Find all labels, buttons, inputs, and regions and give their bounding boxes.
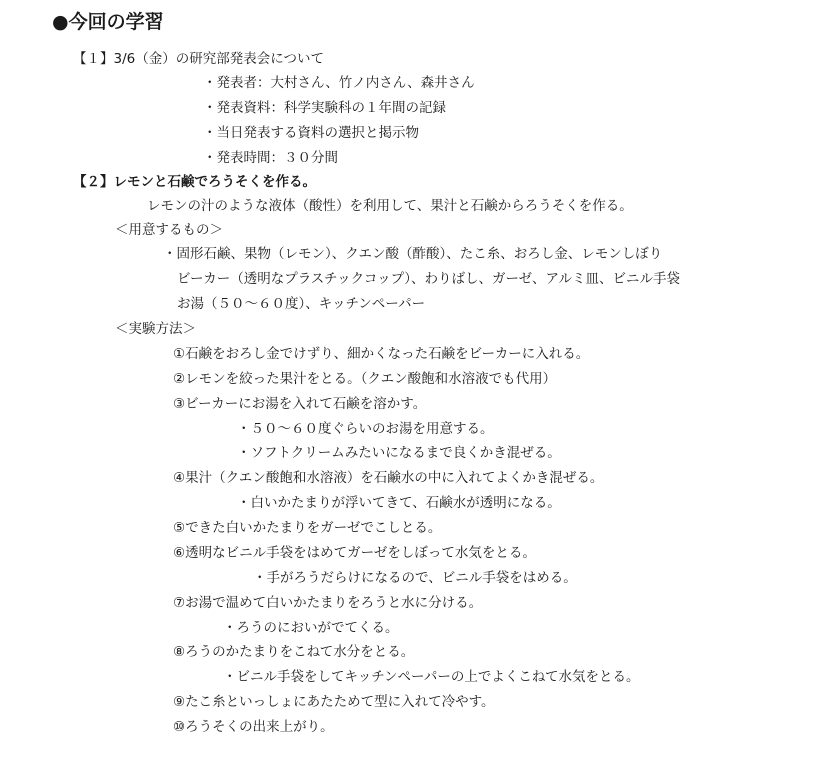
section-2-heading: 【２】レモンと石鹸でろうそくを作る。 [73,174,316,190]
section-2-intro: レモンの汁のような液体（酸性）を利用して、果汁と石鹸からろうそくを作る。 [147,198,633,214]
materials-line: ビーカー（透明なプラスチックコップ）、わりばし、ガーゼ、アルミ皿、ビニル手袋 [177,271,681,287]
section-1-item: ・発表者：大村さん、竹ノ内さん、森井さん [203,75,475,91]
method-step: ①石鹸をおろし金でけずり、細かくなった石鹸をビーカーに入れる。 [173,346,590,362]
materials-line: お湯（５０～６０度）、キッチンペーパー [177,296,426,312]
method-note: ・手がろうだらけになるので、ビニル手袋をはめる。 [253,570,577,586]
method-note: ・白いかたまりが浮いてきて、石鹸水が透明になる。 [237,495,561,511]
method-step: ⑤できた白いかたまりをガーゼでこしとる。 [173,520,442,536]
method-step: ③ビーカーにお湯を入れて石鹸を溶かす。 [173,396,427,412]
method-step: ④果汁（クエン酸飽和水溶液）を石鹸水の中に入れてよくかき混ぜる。 [173,470,604,486]
section-1-heading: 【１】3/6（金）の研究部発表会について [73,51,324,67]
method-step: ⑦お湯で温めて白いかたまりをろうと水に分ける。 [173,595,483,611]
section-1-item: ・当日発表する資料の選択と掲示物 [203,125,419,141]
section-1-item: ・発表時間：３０分間 [203,150,338,166]
materials-line: ・固形石鹸、果物（レモン）、クエン酸（酢酸）、たこ糸、おろし金、レモンしぼり [163,246,663,262]
method-step: ⑥透明なビニル手袋をはめてガーゼをしぼって水気をとる。 [173,545,536,561]
method-step: ②レモンを絞った果汁をとる。（クエン酸飽和水溶液でも代用） [173,371,557,387]
method-step: ⑧ろうのかたまりをこねて水分をとる。 [173,644,415,660]
method-note: ・ろうのにおいがでてくる。 [223,620,399,636]
page-title: ●今回の学習 [52,11,164,33]
method-step: ⑨たこ糸といっしょにあたためて型に入れて冷やす。 [173,694,495,710]
method-label: ＜実験方法＞ [115,321,196,337]
method-note: ・ソフトクリームみたいになるまで良くかき混ぜる。 [237,445,561,461]
method-step: ⑩ろうそくの出来上がり。 [173,719,334,735]
method-note: ・ビニル手袋をしてキッチンペーパーの上でよくこねて水気をとる。 [223,669,640,685]
materials-label: ＜用意するもの＞ [115,222,223,238]
method-note: ・５０～６０度ぐらいのお湯を用意する。 [237,421,494,437]
section-1-item: ・発表資料：科学実験科の１年間の記録 [203,100,446,116]
